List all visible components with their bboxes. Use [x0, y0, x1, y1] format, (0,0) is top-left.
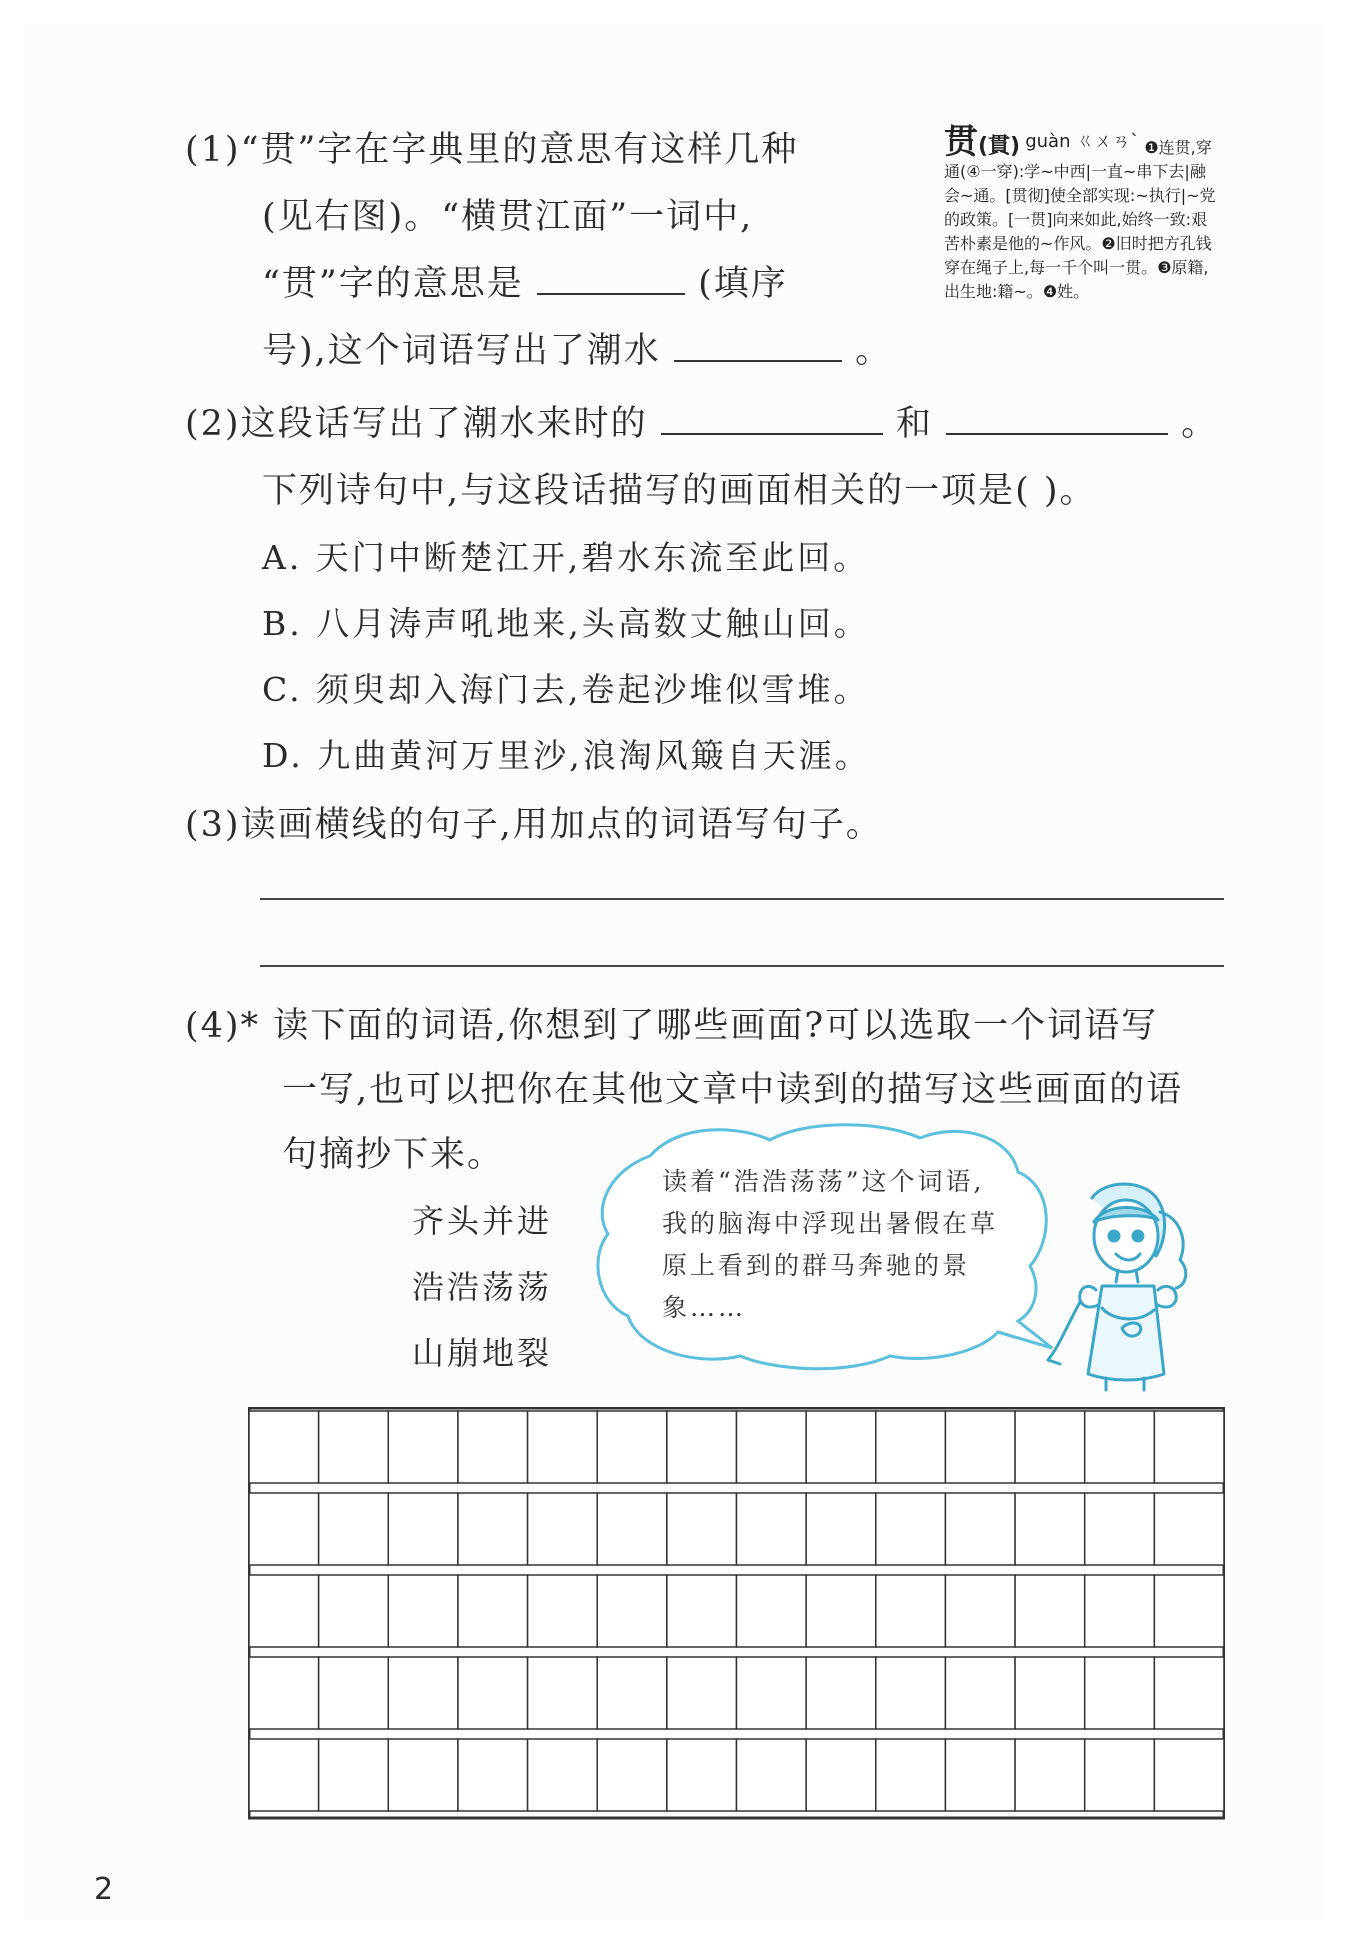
grid-cell[interactable] — [388, 1657, 458, 1729]
grid-cell[interactable] — [458, 1657, 528, 1729]
grid-cell[interactable] — [1015, 1493, 1085, 1565]
grid-cell[interactable] — [528, 1739, 598, 1811]
grid-cell[interactable] — [945, 1657, 1015, 1729]
grid-cell[interactable] — [876, 1657, 946, 1729]
grid-cell[interactable] — [249, 1411, 319, 1483]
grid-cell[interactable] — [528, 1657, 598, 1729]
grid-cell[interactable] — [1154, 1739, 1224, 1811]
dictionary-traditional: (貫) — [978, 134, 1021, 159]
grid-cell[interactable] — [1154, 1411, 1224, 1483]
grid-cell[interactable] — [806, 1739, 876, 1811]
q1-line4 — [262, 323, 892, 373]
grid-cell[interactable] — [249, 1739, 319, 1811]
grid-cell[interactable] — [1015, 1411, 1085, 1483]
q4-word-3: 山崩地裂 — [412, 1334, 553, 1372]
grid-cell[interactable] — [667, 1411, 737, 1483]
grid-cell[interactable] — [667, 1493, 737, 1565]
grid-cell[interactable] — [597, 1493, 667, 1565]
grid-cell[interactable] — [737, 1411, 807, 1483]
dictionary-entry — [944, 122, 1220, 304]
q3-answer-line-1[interactable] — [260, 898, 1224, 900]
writing-grid[interactable] — [248, 1407, 1225, 1824]
q4-line2: 一写,也可以把你在其他文章中读到的描写这些画面的语 — [282, 1070, 1184, 1110]
grid-cell[interactable] — [876, 1739, 946, 1811]
page-number: 2 — [94, 1872, 114, 1907]
grid-cell[interactable] — [1085, 1493, 1155, 1565]
grid-cell[interactable] — [1085, 1657, 1155, 1729]
q2-line1 — [185, 396, 1218, 446]
grid-cell[interactable] — [319, 1493, 389, 1565]
grid-cell[interactable] — [1015, 1739, 1085, 1811]
speech-bubble-text: 读着“浩浩荡荡”这个词语,我的脑海中浮现出暑假在草原上看到的群马奔驰的景象…… — [662, 1167, 999, 1322]
grid-cell[interactable] — [1015, 1575, 1085, 1647]
grid-cell[interactable] — [945, 1575, 1015, 1647]
q3-line1: (3)读画横线的句子,用加点的词语写句子。 — [185, 805, 883, 845]
q1-line3-text: “贯”字的意思是 — [262, 264, 524, 304]
grid-cell[interactable] — [945, 1411, 1015, 1483]
grid-cell[interactable] — [806, 1493, 876, 1565]
grid-cell[interactable] — [388, 1739, 458, 1811]
grid-cell[interactable] — [249, 1575, 319, 1647]
grid-cell[interactable] — [249, 1493, 319, 1565]
q4-line3: 句摘抄下来。 — [282, 1135, 505, 1175]
grid-cell[interactable] — [319, 1575, 389, 1647]
grid-cell[interactable] — [597, 1575, 667, 1647]
q1-answer-blank-2[interactable] — [674, 332, 842, 362]
q4-line1: (4)* 读下面的词语,你想到了哪些画面?可以选取一个词语写 — [185, 1006, 1159, 1046]
grid-cell[interactable] — [597, 1411, 667, 1483]
grid-cell[interactable] — [806, 1575, 876, 1647]
grid-cell[interactable] — [528, 1411, 598, 1483]
grid-cell[interactable] — [876, 1411, 946, 1483]
grid-cell[interactable] — [806, 1411, 876, 1483]
grid-cell[interactable] — [388, 1411, 458, 1483]
grid-cell[interactable] — [1085, 1739, 1155, 1811]
q2-option-b[interactable]: B. 八月涛声吼地来,头高数丈触山回。 — [262, 604, 870, 643]
grid-cell[interactable] — [388, 1493, 458, 1565]
q2-line1-text: (2)这段话写出了潮水来时的 — [185, 404, 648, 444]
q1-line4-tail: 。 — [855, 331, 893, 371]
grid-cell[interactable] — [737, 1575, 807, 1647]
q2-option-c[interactable]: C. 须臾却入海门去,卷起沙堆似雪堆。 — [262, 670, 870, 709]
q1-answer-blank-1[interactable] — [537, 265, 685, 295]
grid-cell[interactable] — [1154, 1657, 1224, 1729]
grid-cell[interactable] — [458, 1575, 528, 1647]
grid-cell[interactable] — [319, 1411, 389, 1483]
q2-option-a[interactable]: A. 天门中断楚江开,碧水东流至此回。 — [262, 538, 870, 577]
grid-cell[interactable] — [876, 1575, 946, 1647]
q1-line3-tail: (填序 — [698, 264, 788, 304]
grid-cell[interactable] — [597, 1739, 667, 1811]
dictionary-headword: 贯 — [944, 122, 978, 162]
girl-illustration-icon — [1040, 1178, 1200, 1394]
dictionary-pinyin: guàn ㄍㄨㄢˋ — [1025, 131, 1140, 152]
grid-cell[interactable] — [528, 1493, 598, 1565]
grid-cell[interactable] — [667, 1657, 737, 1729]
grid-cell[interactable] — [1015, 1657, 1085, 1729]
q2-line1-tail: 。 — [1181, 404, 1219, 444]
dictionary-definition: ❶连贯,穿通(④一穿):学~中西|一直~串下去|融会~通。[贯彻]使全部实现:~执行|~党的政策。[一贯]向来如此,始终一致:艰苦朴素是他的~作风。❷旧时把方孔钱穿在绳子上,每一千个叫一贯。❸原籍,出生地:籍~。❹姓。 — [944, 138, 1216, 301]
grid-cell[interactable] — [249, 1657, 319, 1729]
grid-cell[interactable] — [667, 1739, 737, 1811]
grid-cell[interactable] — [458, 1739, 528, 1811]
grid-cell[interactable] — [319, 1739, 389, 1811]
q2-line2: 下列诗句中,与这段话描写的画面相关的一项是( )。 — [262, 471, 1097, 511]
q2-option-d[interactable]: D. 九曲黄河万里沙,浪淘风簸自天涯。 — [262, 736, 871, 775]
q2-answer-blank-1[interactable] — [661, 405, 883, 435]
q1-line4-text: 号),这个词语写出了潮水 — [262, 331, 661, 371]
grid-cell[interactable] — [458, 1493, 528, 1565]
grid-cell[interactable] — [876, 1493, 946, 1565]
grid-cell[interactable] — [319, 1657, 389, 1729]
q1-line1: (1)“贯”字在字典里的意思有这样几种 — [185, 130, 799, 170]
grid-cell[interactable] — [737, 1493, 807, 1565]
grid-cell[interactable] — [945, 1493, 1015, 1565]
q4-word-1: 齐头并进 — [412, 1202, 553, 1240]
grid-cell[interactable] — [806, 1657, 876, 1729]
q2-answer-blank-2[interactable] — [946, 405, 1168, 435]
q1-line3 — [262, 256, 788, 306]
q4-word-2: 浩浩荡荡 — [412, 1268, 553, 1306]
grid-cell[interactable] — [458, 1411, 528, 1483]
grid-cell[interactable] — [667, 1575, 737, 1647]
grid-cell[interactable] — [597, 1657, 667, 1729]
q1-line2: (见右图)。“横贯江面”一词中, — [262, 197, 754, 237]
grid-cell[interactable] — [1085, 1411, 1155, 1483]
grid-cell[interactable] — [1154, 1575, 1224, 1647]
grid-cell[interactable] — [1085, 1575, 1155, 1647]
grid-cell[interactable] — [737, 1657, 807, 1729]
grid-cell[interactable] — [737, 1739, 807, 1811]
grid-cell[interactable] — [945, 1739, 1015, 1811]
grid-cell[interactable] — [388, 1575, 458, 1647]
grid-cell[interactable] — [528, 1575, 598, 1647]
grid-cell[interactable] — [1154, 1493, 1224, 1565]
q3-answer-line-2[interactable] — [260, 965, 1224, 967]
q2-and: 和 — [895, 404, 933, 444]
